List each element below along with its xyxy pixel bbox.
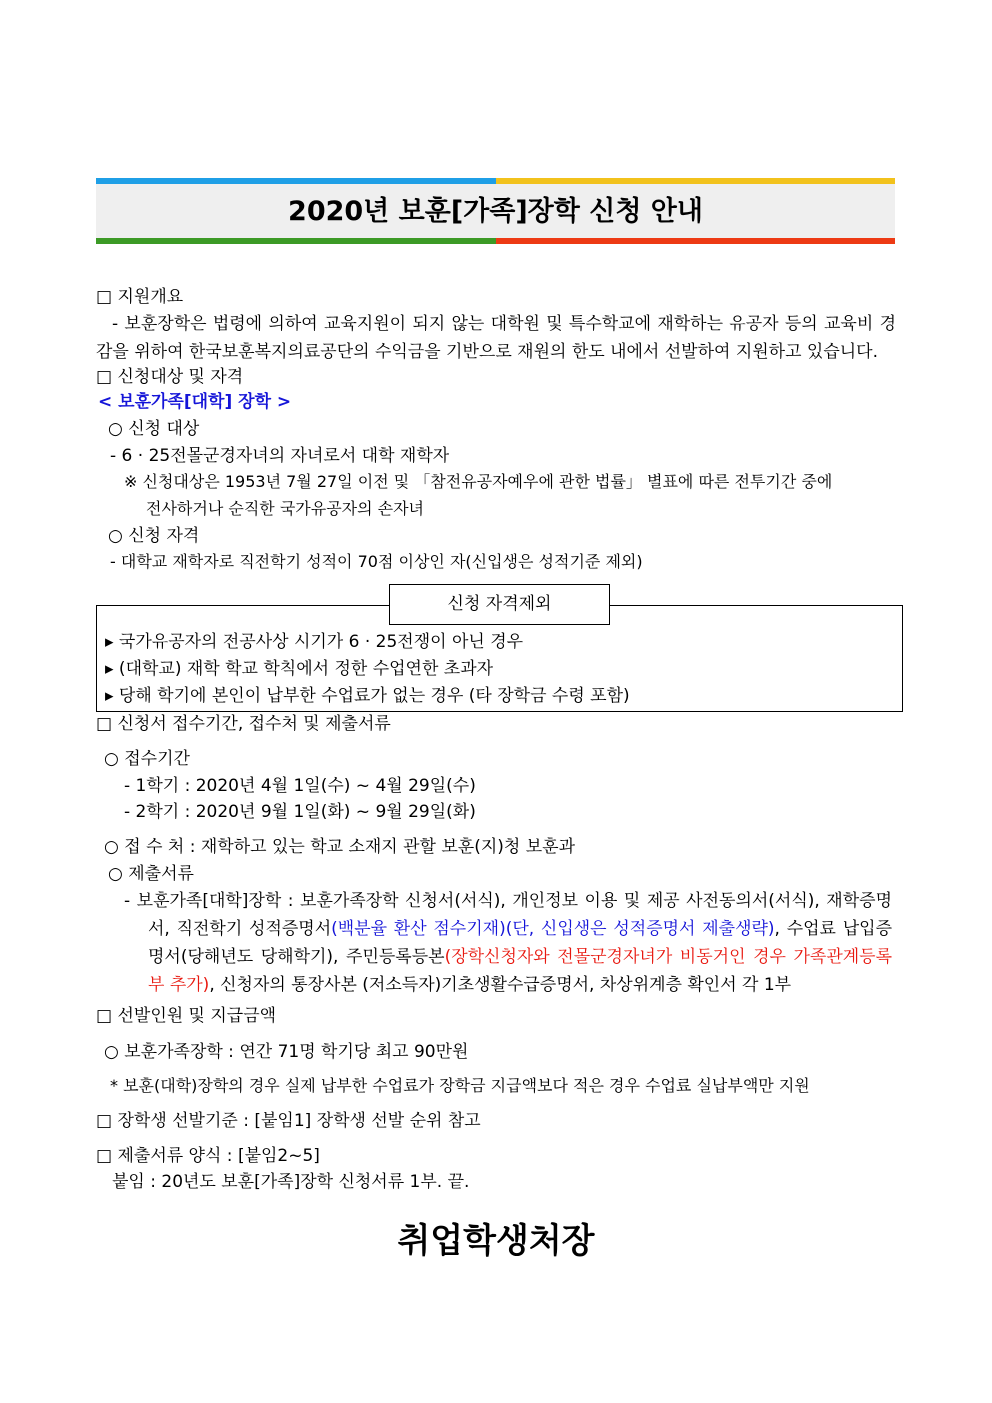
- circle-bullet-icon: ○: [104, 837, 119, 857]
- banner-top-bar-left: [96, 178, 496, 184]
- exclusion-item: ▸ 국가유공자의 전공사상 시기가 6 · 25전쟁이 아닌 경우: [105, 632, 524, 652]
- banner-bottom-bar-right: [496, 238, 895, 244]
- period-label-row: [104, 748, 190, 770]
- target-label-row: [108, 418, 199, 440]
- docs-text-part2: , 수업료 납입증명서(당해년도 당해학기), 주민등록등본: [148, 919, 892, 967]
- circle-bullet-icon: ○: [104, 749, 119, 769]
- circle-bullet-icon: ○: [108, 864, 123, 884]
- square-bullet-icon: □: [96, 287, 113, 307]
- square-bullet-icon: □: [96, 1111, 113, 1131]
- exclusion-title: 신청 자격제외: [389, 584, 610, 625]
- square-bullet-icon: □: [96, 1146, 113, 1166]
- qual-item: - 대학교 재학자로 직전학기 성적이 70점 이상인 자(신입생은 성적기준 제외): [110, 552, 643, 571]
- scholarship-name: < 보훈가족[대학] 장학 >: [98, 392, 292, 412]
- docs-text: [124, 887, 893, 999]
- attachment-note: 붙임 : 20년도 보훈[가족]장학 신청서류 1부. 끝.: [112, 1172, 470, 1192]
- docs-text-blue: (백분율 환산 점수기재)(단, 신입생은 성적증명서 제출생략): [331, 919, 775, 939]
- exclusion-item: ▸ 당해 학기에 본인이 납부한 수업료가 없는 경우 (타 장학금 수령 포함): [105, 686, 630, 706]
- criteria-text: 장학생 선발기준 : [붙임1] 장학생 선발 순위 참고: [117, 1111, 481, 1131]
- docs-text-part3: , 신청자의 통장사본 (저소득자)기초생활수급증명서, 차상위계층 확인서 각 1부: [209, 975, 792, 995]
- docs-text-part1: - 보훈가족[대학]장학 : 보훈가족장학 신청서(서식), 개인정보 이용 및 제공 사전동의서(서식), 재학증명서, 직전학기 성적증명서: [124, 891, 892, 939]
- target-label: 신청 대상: [128, 419, 200, 439]
- qual-label-row: [108, 525, 199, 547]
- overview-heading-row: [96, 286, 183, 308]
- page-title: 2020년 보훈[가족]장학 신청 안내: [288, 196, 703, 227]
- overview-heading: 지원개요: [117, 287, 184, 307]
- overview-text: - 보훈장학은 법령에 의하여 교육지원이 되지 않는 대학원 및 특수학교에 재학하는 유공자 등의 교육비 경감을 위하여 한국보훈복지의료공단의 수익금을 기반으로 재원의 한도 내에서 선발하여 지원하고 있습니다.: [96, 314, 896, 362]
- square-bullet-icon: □: [96, 1006, 113, 1026]
- banner-bottom-bar-left: [96, 238, 496, 244]
- application-heading: 신청서 접수기간, 접수처 및 제출서류: [117, 714, 391, 734]
- forms-text: 제출서류 양식 : [붙임2~5]: [117, 1146, 320, 1166]
- place-row: [104, 836, 575, 858]
- target-item: - 6 · 25전몰군경자녀의 자녀로서 대학 재학자: [110, 446, 450, 466]
- eligibility-heading-row: [96, 366, 243, 388]
- signer: 취업학생처장: [397, 1221, 595, 1261]
- period-label: 접수기간: [124, 749, 190, 769]
- qual-label: 신청 자격: [128, 526, 200, 546]
- selection-heading-row: [96, 1005, 276, 1027]
- exclusion-item: ▸ (대학교) 재학 학교 학칙에서 정한 수업연한 초과자: [105, 659, 494, 679]
- circle-bullet-icon: ○: [108, 419, 123, 439]
- square-bullet-icon: □: [96, 714, 113, 734]
- title-banner: [96, 178, 895, 244]
- target-note-line2: 전사하거나 순직한 국가유공자의 손자녀: [146, 499, 425, 518]
- circle-bullet-icon: ○: [104, 1042, 119, 1062]
- banner-top-bar-right: [496, 178, 895, 184]
- selection-item: 보훈가족장학 : 연간 71명 학기당 최고 90만원: [124, 1042, 469, 1062]
- selection-note: * 보훈(대학)장학의 경우 실제 납부한 수업료가 장학금 지급액보다 적은 경우 수업료 실납부액만 지원: [110, 1076, 810, 1095]
- selection-heading: 선발인원 및 지급금액: [117, 1006, 277, 1026]
- docs-text-red: (장학신청자와 전몰군경자녀가 비동거인 경우 가족관계등록부 추가): [148, 947, 893, 995]
- application-heading-row: [96, 713, 391, 735]
- docs-label-row: [108, 863, 194, 885]
- period-first-semester: - 1학기 : 2020년 4월 1일(수) ~ 4월 29일(수): [124, 776, 476, 796]
- square-bullet-icon: □: [96, 367, 113, 387]
- target-note-line1: ※ 신청대상은 1953년 7월 27일 이전 및 「참전유공자예우에 관한 법률」 별표에 따른 전투기간 중에: [124, 472, 833, 491]
- forms-row: [96, 1145, 320, 1167]
- eligibility-heading: 신청대상 및 자격: [117, 367, 244, 387]
- docs-label: 제출서류: [128, 864, 194, 884]
- circle-bullet-icon: ○: [108, 526, 123, 546]
- application-place: 접 수 처 : 재학하고 있는 학교 소재지 관할 보훈(지)청 보훈과: [124, 837, 575, 857]
- criteria-row: [96, 1110, 481, 1132]
- period-second-semester: - 2학기 : 2020년 9월 1일(화) ~ 9월 29일(화): [124, 802, 476, 822]
- selection-item-row: [104, 1041, 468, 1063]
